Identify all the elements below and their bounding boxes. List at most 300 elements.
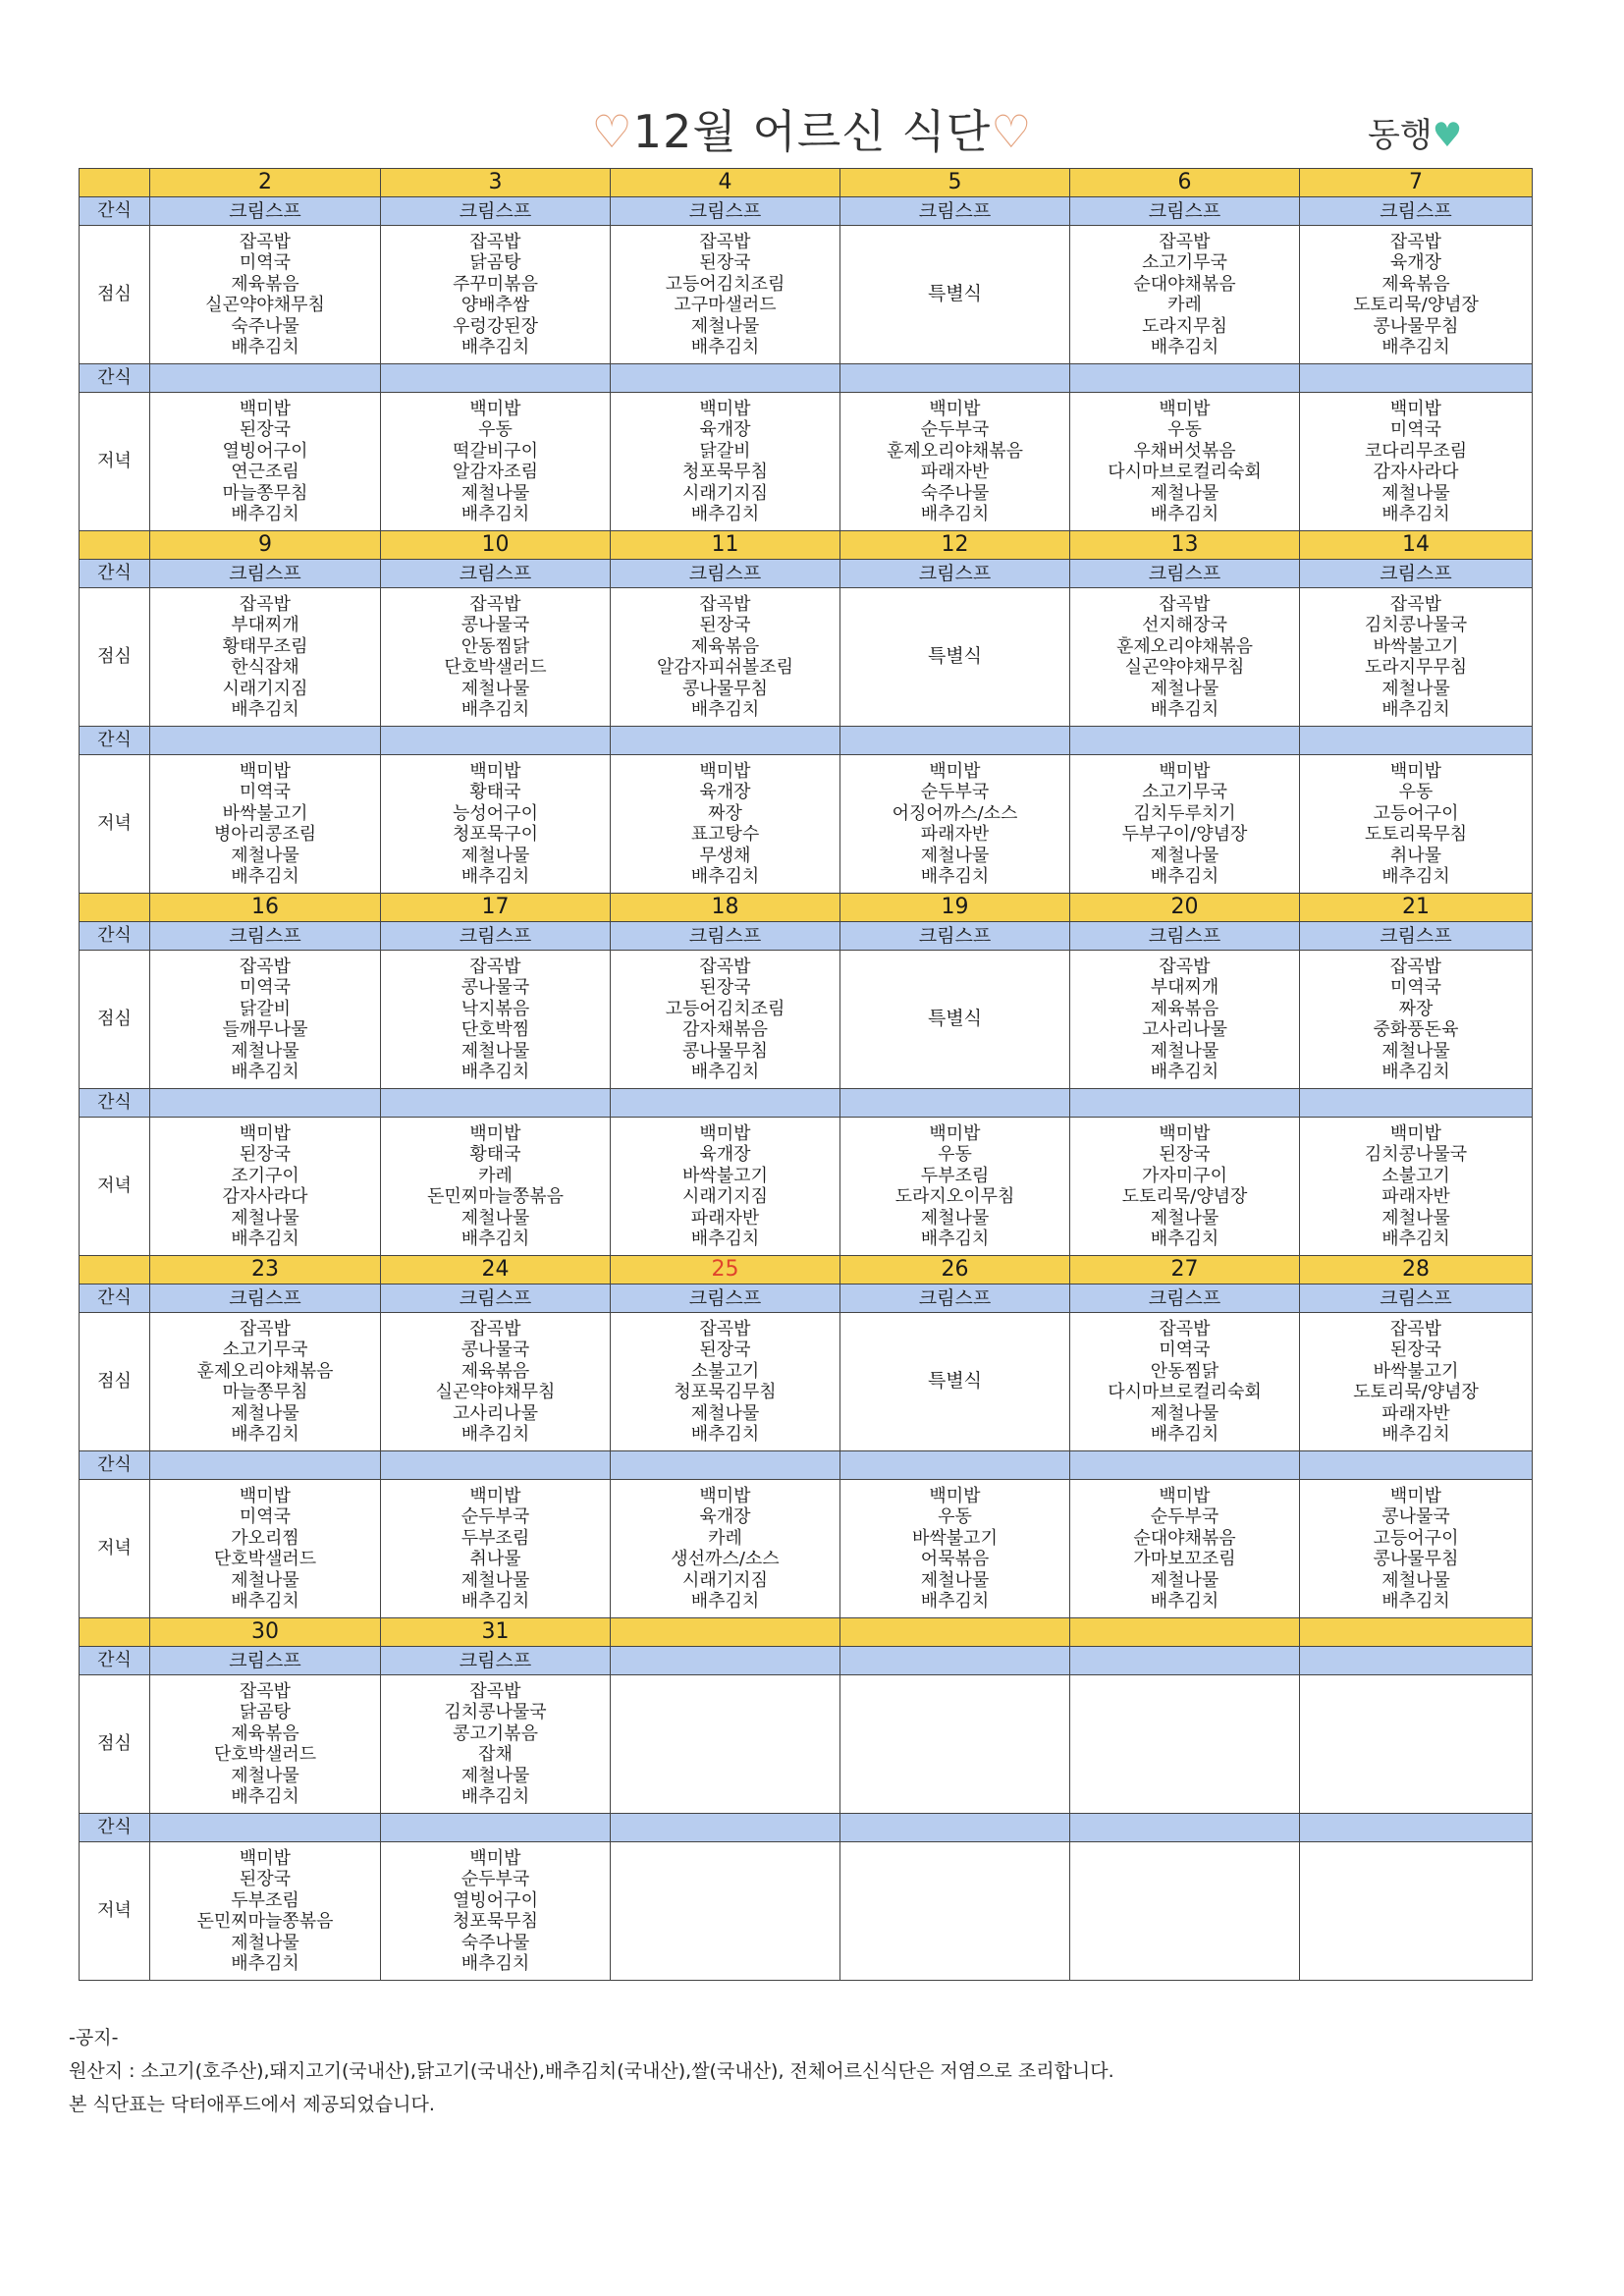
menu-item: 제철나물 <box>690 1402 760 1424</box>
menu-item: 배추김치 <box>231 504 299 524</box>
menu-item: 알감자조림 <box>453 462 538 482</box>
menu-item: 백미밥 <box>699 398 751 419</box>
menu-item: 백미밥 <box>699 1122 751 1144</box>
dinner-row <box>80 393 1533 531</box>
day-date: 7 <box>1300 169 1533 197</box>
menu-item: 취나물 <box>469 1549 521 1569</box>
menu-item: 도토리묵/양념장 <box>1353 295 1479 315</box>
menu-item: 백미밥 <box>469 1122 521 1144</box>
menu-item: 도라지오이무침 <box>894 1186 1015 1207</box>
menu-item: 시래기지짐 <box>682 482 768 504</box>
lunch-cell <box>611 588 840 727</box>
dinner-row <box>80 1118 1533 1256</box>
menu-item: 바싹불고기 <box>1373 1360 1459 1382</box>
snack-cell: 크림스프 <box>150 922 381 951</box>
menu-item: 된장국 <box>699 615 751 635</box>
menu-item: 육개장 <box>699 782 751 802</box>
menu-item: 제육볶음 <box>1381 273 1450 295</box>
menu-item: 배추김치 <box>1150 1229 1219 1249</box>
menu-item: 백미밥 <box>1159 760 1211 782</box>
menu-item: 어징어까스/소스 <box>892 802 1018 824</box>
menu-item: 시래기지짐 <box>222 678 308 699</box>
snack-cell <box>1300 1647 1533 1675</box>
lunch-cell <box>150 226 381 364</box>
menu-item: 배추김치 <box>231 1591 299 1612</box>
dinner-cell <box>150 1842 381 1981</box>
menu-item: 카레 <box>708 1527 742 1549</box>
dinner-cell <box>1300 393 1533 531</box>
menu-item: 우동 <box>938 1144 972 1165</box>
snack-cell: 크림스프 <box>1300 1285 1533 1313</box>
menu-item: 순두부국 <box>920 782 990 802</box>
menu-item: 된장국 <box>239 419 292 440</box>
menu-item: 잡곡밥 <box>239 956 292 977</box>
row-label-dinner: 저녁 <box>80 1480 150 1618</box>
menu-item: 열빙어구이 <box>453 1889 538 1911</box>
menu-item: 김치콩나물국 <box>1364 1144 1468 1165</box>
menu-item: 안동찜닭 <box>460 635 530 657</box>
day-date: 4 <box>611 169 840 197</box>
lunch-cell <box>381 588 611 727</box>
menu-item: 미역국 <box>1159 1339 1211 1360</box>
menu-item: 특별식 <box>927 1008 983 1030</box>
menu-table-body <box>80 169 1533 1981</box>
row-label-dinner: 저녁 <box>80 1842 150 1981</box>
lunch-row <box>80 951 1533 1089</box>
dinner-cell <box>1300 1842 1533 1981</box>
menu-item: 파래자반 <box>920 462 990 482</box>
menu-item: 제철나물 <box>231 845 299 866</box>
day-date <box>1300 1618 1533 1647</box>
afternoon-snack-row <box>80 1814 1533 1842</box>
menu-item: 도라지무무침 <box>1364 657 1468 678</box>
snack-cell <box>611 1647 840 1675</box>
dinner-cell <box>840 1480 1070 1618</box>
menu-item: 고등어구이 <box>1373 802 1459 824</box>
menu-item: 콩나물무침 <box>1373 1549 1459 1569</box>
menu-item: 배추김치 <box>690 699 760 720</box>
notice-origin: 원산지 : 소고기(호주산),돼지고기(국내산),닭고기(국내산),배추김치(국내산),쌀(국내산), 전체어르신식단은 저염으로 조리합니다. <box>69 2060 1114 2082</box>
menu-item: 능성어구이 <box>453 802 538 824</box>
menu-item: 취나물 <box>1389 845 1442 866</box>
lunch-cell <box>611 226 840 364</box>
empty-snack-cell <box>381 1089 611 1118</box>
menu-item: 고등어김치조림 <box>665 998 785 1019</box>
menu-item: 배추김치 <box>1381 699 1450 720</box>
lunch-cell <box>1070 1313 1300 1451</box>
menu-item: 황태국 <box>469 782 521 802</box>
day-date: 17 <box>381 894 611 922</box>
snack-cell: 크림스프 <box>1070 1285 1300 1313</box>
menu-item: 제철나물 <box>231 1932 299 1953</box>
empty-snack-cell <box>381 1814 611 1842</box>
empty-snack-cell <box>1070 1089 1300 1118</box>
menu-item: 카레 <box>1167 295 1202 315</box>
menu-item: 배추김치 <box>920 1591 990 1612</box>
dinner-cell <box>150 1480 381 1618</box>
lunch-cell <box>1070 951 1300 1089</box>
snack-cell: 크림스프 <box>150 1647 381 1675</box>
day-date: 9 <box>150 531 381 560</box>
row-label-snack: 간식 <box>80 1285 150 1313</box>
dinner-cell <box>840 1118 1070 1256</box>
lunch-cell <box>611 1313 840 1451</box>
notice-heading: -공지- <box>69 2027 119 2049</box>
lunch-row <box>80 226 1533 364</box>
date-row <box>80 169 1533 197</box>
menu-item: 미역국 <box>239 782 292 802</box>
menu-item: 특별식 <box>927 645 983 668</box>
menu-item: 배추김치 <box>690 1591 760 1612</box>
menu-item: 백미밥 <box>239 760 292 782</box>
menu-item: 배추김치 <box>1381 866 1450 887</box>
row-label-snack: 간식 <box>80 1647 150 1675</box>
snack-cell: 크림스프 <box>611 1285 840 1313</box>
menu-item: 마늘쫑무침 <box>222 1382 308 1402</box>
menu-item: 배추김치 <box>460 1424 530 1445</box>
day-date: 14 <box>1300 531 1533 560</box>
menu-item: 우렁강된장 <box>453 315 538 337</box>
lunch-cell <box>611 1675 840 1814</box>
menu-item: 잡곡밥 <box>239 1318 292 1339</box>
menu-item: 배추김치 <box>920 1229 990 1249</box>
date-row-label <box>80 1618 150 1647</box>
row-label-snack: 간식 <box>80 560 150 588</box>
lunch-cell <box>381 1675 611 1814</box>
menu-item: 배추김치 <box>231 1953 299 1974</box>
menu-item: 배추김치 <box>231 1062 299 1082</box>
empty-snack-cell <box>1070 1814 1300 1842</box>
dinner-cell <box>150 1118 381 1256</box>
menu-item: 제철나물 <box>920 1207 990 1229</box>
menu-item: 바싹불고기 <box>222 802 308 824</box>
lunch-cell <box>1300 1675 1533 1814</box>
snack-cell: 크림스프 <box>840 560 1070 588</box>
menu-item: 제철나물 <box>1381 1569 1450 1591</box>
menu-item: 선지해장국 <box>1142 615 1227 635</box>
menu-item: 실곤약야채무침 <box>1124 657 1245 678</box>
menu-item: 바싹불고기 <box>1373 635 1459 657</box>
lunch-cell <box>840 588 1070 727</box>
dinner-cell <box>1070 755 1300 894</box>
menu-item: 소고기무국 <box>222 1339 308 1360</box>
dinner-cell <box>840 1842 1070 1981</box>
menu-item: 알감자피쉬볼조림 <box>656 657 794 678</box>
menu-item: 닭갈비 <box>239 998 292 1019</box>
menu-item: 부대찌개 <box>231 615 299 635</box>
empty-snack-cell <box>840 727 1070 755</box>
menu-item: 다시마브로컬리숙회 <box>1108 1382 1262 1402</box>
menu-item: 돈민찌마늘쫑볶음 <box>426 1186 565 1207</box>
snack-cell: 크림스프 <box>1070 560 1300 588</box>
menu-item: 육개장 <box>699 1506 751 1527</box>
menu-item: 콩나물국 <box>460 615 530 635</box>
empty-snack-cell <box>150 727 381 755</box>
date-row-label <box>80 1256 150 1285</box>
menu-item: 단호박샐러드 <box>213 1744 317 1765</box>
snack-cell: 크림스프 <box>381 197 611 226</box>
lunch-cell <box>381 951 611 1089</box>
menu-item: 백미밥 <box>469 760 521 782</box>
date-row-label <box>80 531 150 560</box>
menu-item: 배추김치 <box>460 699 530 720</box>
dinner-cell <box>381 1118 611 1256</box>
menu-item: 특별식 <box>927 1370 983 1393</box>
menu-item: 된장국 <box>699 252 751 273</box>
empty-snack-cell <box>1070 1451 1300 1480</box>
day-date: 21 <box>1300 894 1533 922</box>
empty-snack-cell <box>381 1451 611 1480</box>
day-date: 26 <box>840 1256 1070 1285</box>
menu-item: 시래기지짐 <box>682 1569 768 1591</box>
menu-item: 열빙어구이 <box>222 440 308 462</box>
menu-item: 제철나물 <box>1381 482 1450 504</box>
menu-item: 백미밥 <box>469 398 521 419</box>
menu-item: 두부조림 <box>231 1889 299 1911</box>
menu-item: 우동 <box>478 419 513 440</box>
menu-item: 시래기지짐 <box>682 1186 768 1207</box>
menu-item: 배추김치 <box>1381 1591 1450 1612</box>
menu-item: 숙주나물 <box>460 1932 530 1953</box>
menu-item: 닭곰탕 <box>239 1702 292 1722</box>
menu-item: 배추김치 <box>231 337 299 357</box>
menu-item: 배추김치 <box>1150 1062 1219 1082</box>
menu-table <box>79 168 1533 1981</box>
menu-item: 배추김치 <box>1150 699 1219 720</box>
menu-item: 콩나물국 <box>460 977 530 998</box>
empty-snack-cell <box>840 1814 1070 1842</box>
dinner-cell <box>611 1480 840 1618</box>
menu-item: 배추김치 <box>231 1424 299 1445</box>
afternoon-snack-row <box>80 1451 1533 1480</box>
menu-item: 배추김치 <box>1381 504 1450 524</box>
menu-item: 잡곡밥 <box>1159 956 1211 977</box>
menu-item: 순두부국 <box>920 419 990 440</box>
day-date: 24 <box>381 1256 611 1285</box>
menu-item: 제철나물 <box>1150 1040 1219 1062</box>
menu-item: 배추김치 <box>1381 1062 1450 1082</box>
menu-item: 제철나물 <box>231 1207 299 1229</box>
menu-item: 백미밥 <box>1159 1122 1211 1144</box>
menu-item: 특별식 <box>927 283 983 305</box>
menu-item: 된장국 <box>239 1869 292 1889</box>
menu-item: 제육볶음 <box>231 1722 299 1744</box>
menu-item: 두부구이/양념장 <box>1121 824 1248 845</box>
snack-cell <box>840 1647 1070 1675</box>
day-date: 12 <box>840 531 1070 560</box>
empty-snack-cell <box>1300 1814 1533 1842</box>
menu-item: 잡곡밥 <box>699 231 751 252</box>
dinner-cell <box>611 1118 840 1256</box>
lunch-row <box>80 1675 1533 1814</box>
menu-item: 백미밥 <box>1389 1122 1442 1144</box>
empty-snack-cell <box>150 1451 381 1480</box>
date-row <box>80 1256 1533 1285</box>
notice-section <box>69 2021 1542 2121</box>
date-row <box>80 894 1533 922</box>
day-date: 11 <box>611 531 840 560</box>
lunch-cell <box>611 951 840 1089</box>
day-date: 28 <box>1300 1256 1533 1285</box>
menu-item: 마늘쫑무침 <box>222 482 308 504</box>
dinner-cell <box>840 393 1070 531</box>
menu-item: 콩나물무침 <box>1373 315 1459 337</box>
day-date: 18 <box>611 894 840 922</box>
dinner-row <box>80 755 1533 894</box>
day-date: 27 <box>1070 1256 1300 1285</box>
menu-item: 배추김치 <box>460 1953 530 1974</box>
menu-item: 단호박샐러드 <box>213 1549 317 1569</box>
menu-item: 콩나물국 <box>460 1339 530 1360</box>
row-label-snack: 간식 <box>80 727 150 755</box>
menu-item: 도토리묵/양념장 <box>1353 1382 1479 1402</box>
menu-item: 고사리나물 <box>1142 1019 1227 1040</box>
menu-item: 배추김치 <box>1381 337 1450 357</box>
dinner-cell <box>1300 1118 1533 1256</box>
menu-item: 도토리묵/양념장 <box>1121 1186 1248 1207</box>
menu-item: 배추김치 <box>460 1229 530 1249</box>
menu-item: 주꾸미볶음 <box>453 273 538 295</box>
menu-item: 배추김치 <box>690 866 760 887</box>
menu-item: 숙주나물 <box>231 315 299 337</box>
menu-item: 잡곡밥 <box>469 593 521 615</box>
lunch-cell <box>1300 226 1533 364</box>
row-label-snack: 간식 <box>80 197 150 226</box>
lunch-row <box>80 1313 1533 1451</box>
menu-item: 제철나물 <box>920 1569 990 1591</box>
empty-snack-cell <box>840 1451 1070 1480</box>
day-date: 19 <box>840 894 1070 922</box>
menu-item: 잡곡밥 <box>1389 593 1442 615</box>
menu-item: 가마보꼬조림 <box>1133 1549 1236 1569</box>
menu-item: 제철나물 <box>1150 482 1219 504</box>
dinner-row <box>80 1480 1533 1618</box>
row-label-snack: 간식 <box>80 1089 150 1118</box>
row-label-lunch: 점심 <box>80 951 150 1089</box>
menu-item: 병아리콩조림 <box>213 824 317 845</box>
day-date: 30 <box>150 1618 381 1647</box>
dinner-row <box>80 1842 1533 1981</box>
menu-item: 백미밥 <box>1389 760 1442 782</box>
snack-row <box>80 197 1533 226</box>
row-label-snack: 간식 <box>80 364 150 393</box>
day-date <box>611 1618 840 1647</box>
menu-item: 된장국 <box>1159 1144 1211 1165</box>
menu-item: 백미밥 <box>929 760 981 782</box>
menu-item: 배추김치 <box>690 337 760 357</box>
empty-snack-cell <box>381 727 611 755</box>
day-date: 23 <box>150 1256 381 1285</box>
lunch-cell <box>150 588 381 727</box>
menu-item: 육개장 <box>699 419 751 440</box>
empty-snack-cell <box>1300 1089 1533 1118</box>
dinner-cell <box>611 1842 840 1981</box>
menu-item: 감자사라다 <box>222 1186 308 1207</box>
menu-item: 가오리찜 <box>231 1527 299 1549</box>
snack-cell: 크림스프 <box>840 1285 1070 1313</box>
menu-item: 미역국 <box>1389 977 1442 998</box>
menu-item: 제철나물 <box>460 1765 530 1786</box>
dinner-cell <box>381 1842 611 1981</box>
row-label-snack: 간식 <box>80 1451 150 1480</box>
menu-item: 우동 <box>1167 419 1202 440</box>
menu-item: 제철나물 <box>460 678 530 699</box>
menu-item: 콩나물무침 <box>682 1040 768 1062</box>
menu-item: 청포묵무침 <box>453 1911 538 1932</box>
dinner-cell <box>1300 1480 1533 1618</box>
menu-item: 훈제오리야채볶음 <box>196 1360 334 1382</box>
menu-item: 김치콩나물국 <box>1364 615 1468 635</box>
menu-item: 배추김치 <box>231 699 299 720</box>
lunch-cell <box>1300 1313 1533 1451</box>
row-label-dinner: 저녁 <box>80 393 150 531</box>
menu-item: 파래자반 <box>1381 1186 1450 1207</box>
menu-item: 황태국 <box>469 1144 521 1165</box>
menu-item: 잡곡밥 <box>1389 1318 1442 1339</box>
day-date: 20 <box>1070 894 1300 922</box>
menu-item: 제철나물 <box>920 845 990 866</box>
menu-item: 백미밥 <box>1389 398 1442 419</box>
menu-item: 낙지볶음 <box>460 998 530 1019</box>
afternoon-snack-row <box>80 1089 1533 1118</box>
menu-item: 된장국 <box>699 1339 751 1360</box>
snack-cell: 크림스프 <box>611 560 840 588</box>
menu-item: 숙주나물 <box>920 482 990 504</box>
empty-snack-cell <box>1300 1451 1533 1480</box>
menu-item: 파래자반 <box>920 824 990 845</box>
menu-item: 잡곡밥 <box>699 956 751 977</box>
lunch-cell <box>1070 1675 1300 1814</box>
brand-name: 동행 <box>1368 116 1433 155</box>
date-row-label <box>80 894 150 922</box>
lunch-cell <box>840 951 1070 1089</box>
snack-cell: 크림스프 <box>150 1285 381 1313</box>
menu-item: 백미밥 <box>929 1122 981 1144</box>
menu-item: 두부조림 <box>920 1165 990 1186</box>
menu-item: 바싹불고기 <box>912 1527 998 1549</box>
menu-item: 도토리묵무침 <box>1364 824 1468 845</box>
row-label-dinner: 저녁 <box>80 1118 150 1256</box>
menu-item: 우채버섯볶음 <box>1133 440 1236 462</box>
menu-item: 제육볶음 <box>1150 998 1219 1019</box>
menu-item: 잡채 <box>478 1744 513 1765</box>
menu-item: 고등어김치조림 <box>665 273 785 295</box>
menu-item: 닭갈비 <box>699 440 751 462</box>
menu-item: 떡갈비구이 <box>453 440 538 462</box>
menu-item: 제철나물 <box>1150 845 1219 866</box>
empty-snack-cell <box>150 364 381 393</box>
dinner-cell <box>611 393 840 531</box>
menu-item: 배추김치 <box>690 1424 760 1445</box>
menu-item: 배추김치 <box>690 504 760 524</box>
menu-item: 배추김치 <box>1150 866 1219 887</box>
menu-item: 배추김치 <box>1150 504 1219 524</box>
lunch-cell <box>150 951 381 1089</box>
menu-item: 순두부국 <box>460 1869 530 1889</box>
snack-cell: 크림스프 <box>1300 922 1533 951</box>
snack-cell: 크림스프 <box>1300 197 1533 226</box>
menu-item: 도라지무침 <box>1142 315 1227 337</box>
menu-item: 표고탕수 <box>690 824 760 845</box>
menu-item: 고구마샐러드 <box>674 295 777 315</box>
date-row <box>80 531 1533 560</box>
menu-item: 배추김치 <box>460 337 530 357</box>
menu-item: 제철나물 <box>231 1402 299 1424</box>
snack-cell: 크림스프 <box>1070 922 1300 951</box>
dinner-cell <box>381 393 611 531</box>
menu-item: 단호박찜 <box>460 1019 530 1040</box>
dinner-cell <box>1070 1480 1300 1618</box>
